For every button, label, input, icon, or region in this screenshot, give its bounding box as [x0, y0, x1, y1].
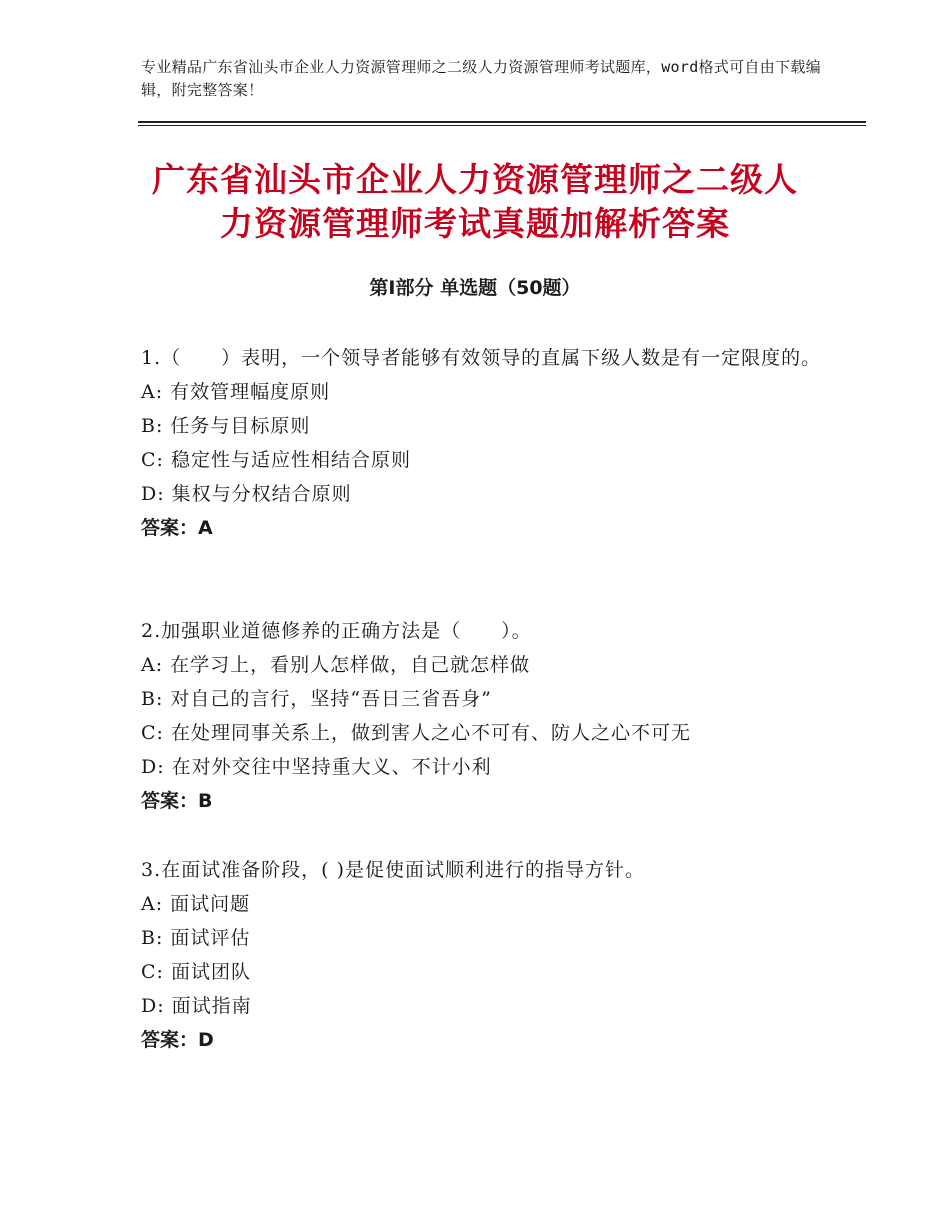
answer: 答案：D	[141, 1029, 214, 1051]
answer: 答案：A	[141, 517, 213, 539]
document-title	[100, 158, 850, 246]
question-stem: 3.在面试准备阶段，( )是促使面试顺利进行的指导方针。	[141, 859, 645, 881]
option-d: D: 面试指南	[141, 995, 252, 1017]
option-c: C: 在处理同事关系上，做到害人之心不可有、防人之心不可无	[141, 722, 691, 744]
question-1	[141, 341, 831, 545]
option-b: B: 面试评估	[141, 927, 251, 949]
option-b: B: 对自己的言行，坚持“吾日三省吾身”	[141, 688, 492, 710]
question-stem: 1.（ ）表明，一个领导者能够有效领导的直属下级人数是有一定限度的。	[141, 347, 822, 369]
option-a: A: 面试问题	[141, 893, 251, 915]
option-d: D: 集权与分权结合原则	[141, 483, 352, 505]
title-line-1: 广东省汕头市企业人力资源管理师之二级人	[152, 160, 798, 199]
option-d: D: 在对外交往中坚持重大义、不计小利	[141, 756, 492, 778]
section-heading: 第Ⅰ部分 单选题（50题）	[369, 277, 581, 299]
option-a: A: 有效管理幅度原则	[141, 381, 331, 403]
header-note: 专业精品广东省汕头市企业人力资源管理师之二级人力资源管理师考试题库，word格式可自由下载编辑，附完整答案！	[141, 58, 821, 99]
option-b: B: 任务与目标原则	[141, 415, 311, 437]
answer: 答案：B	[141, 790, 213, 812]
question-stem: 2.加强职业道德修养的正确方法是（ ）。	[141, 620, 532, 642]
title-line-2: 力资源管理师考试真题加解析答案	[220, 204, 730, 243]
header-rule-thick	[138, 121, 866, 123]
option-a: A: 在学习上，看别人怎样做，自己就怎样做	[141, 654, 531, 676]
header-rule-thin	[138, 125, 866, 126]
option-c: C: 面试团队	[141, 961, 251, 983]
question-3	[141, 853, 831, 1057]
option-c: C: 稳定性与适应性相结合原则	[141, 449, 411, 471]
question-2	[141, 614, 831, 818]
